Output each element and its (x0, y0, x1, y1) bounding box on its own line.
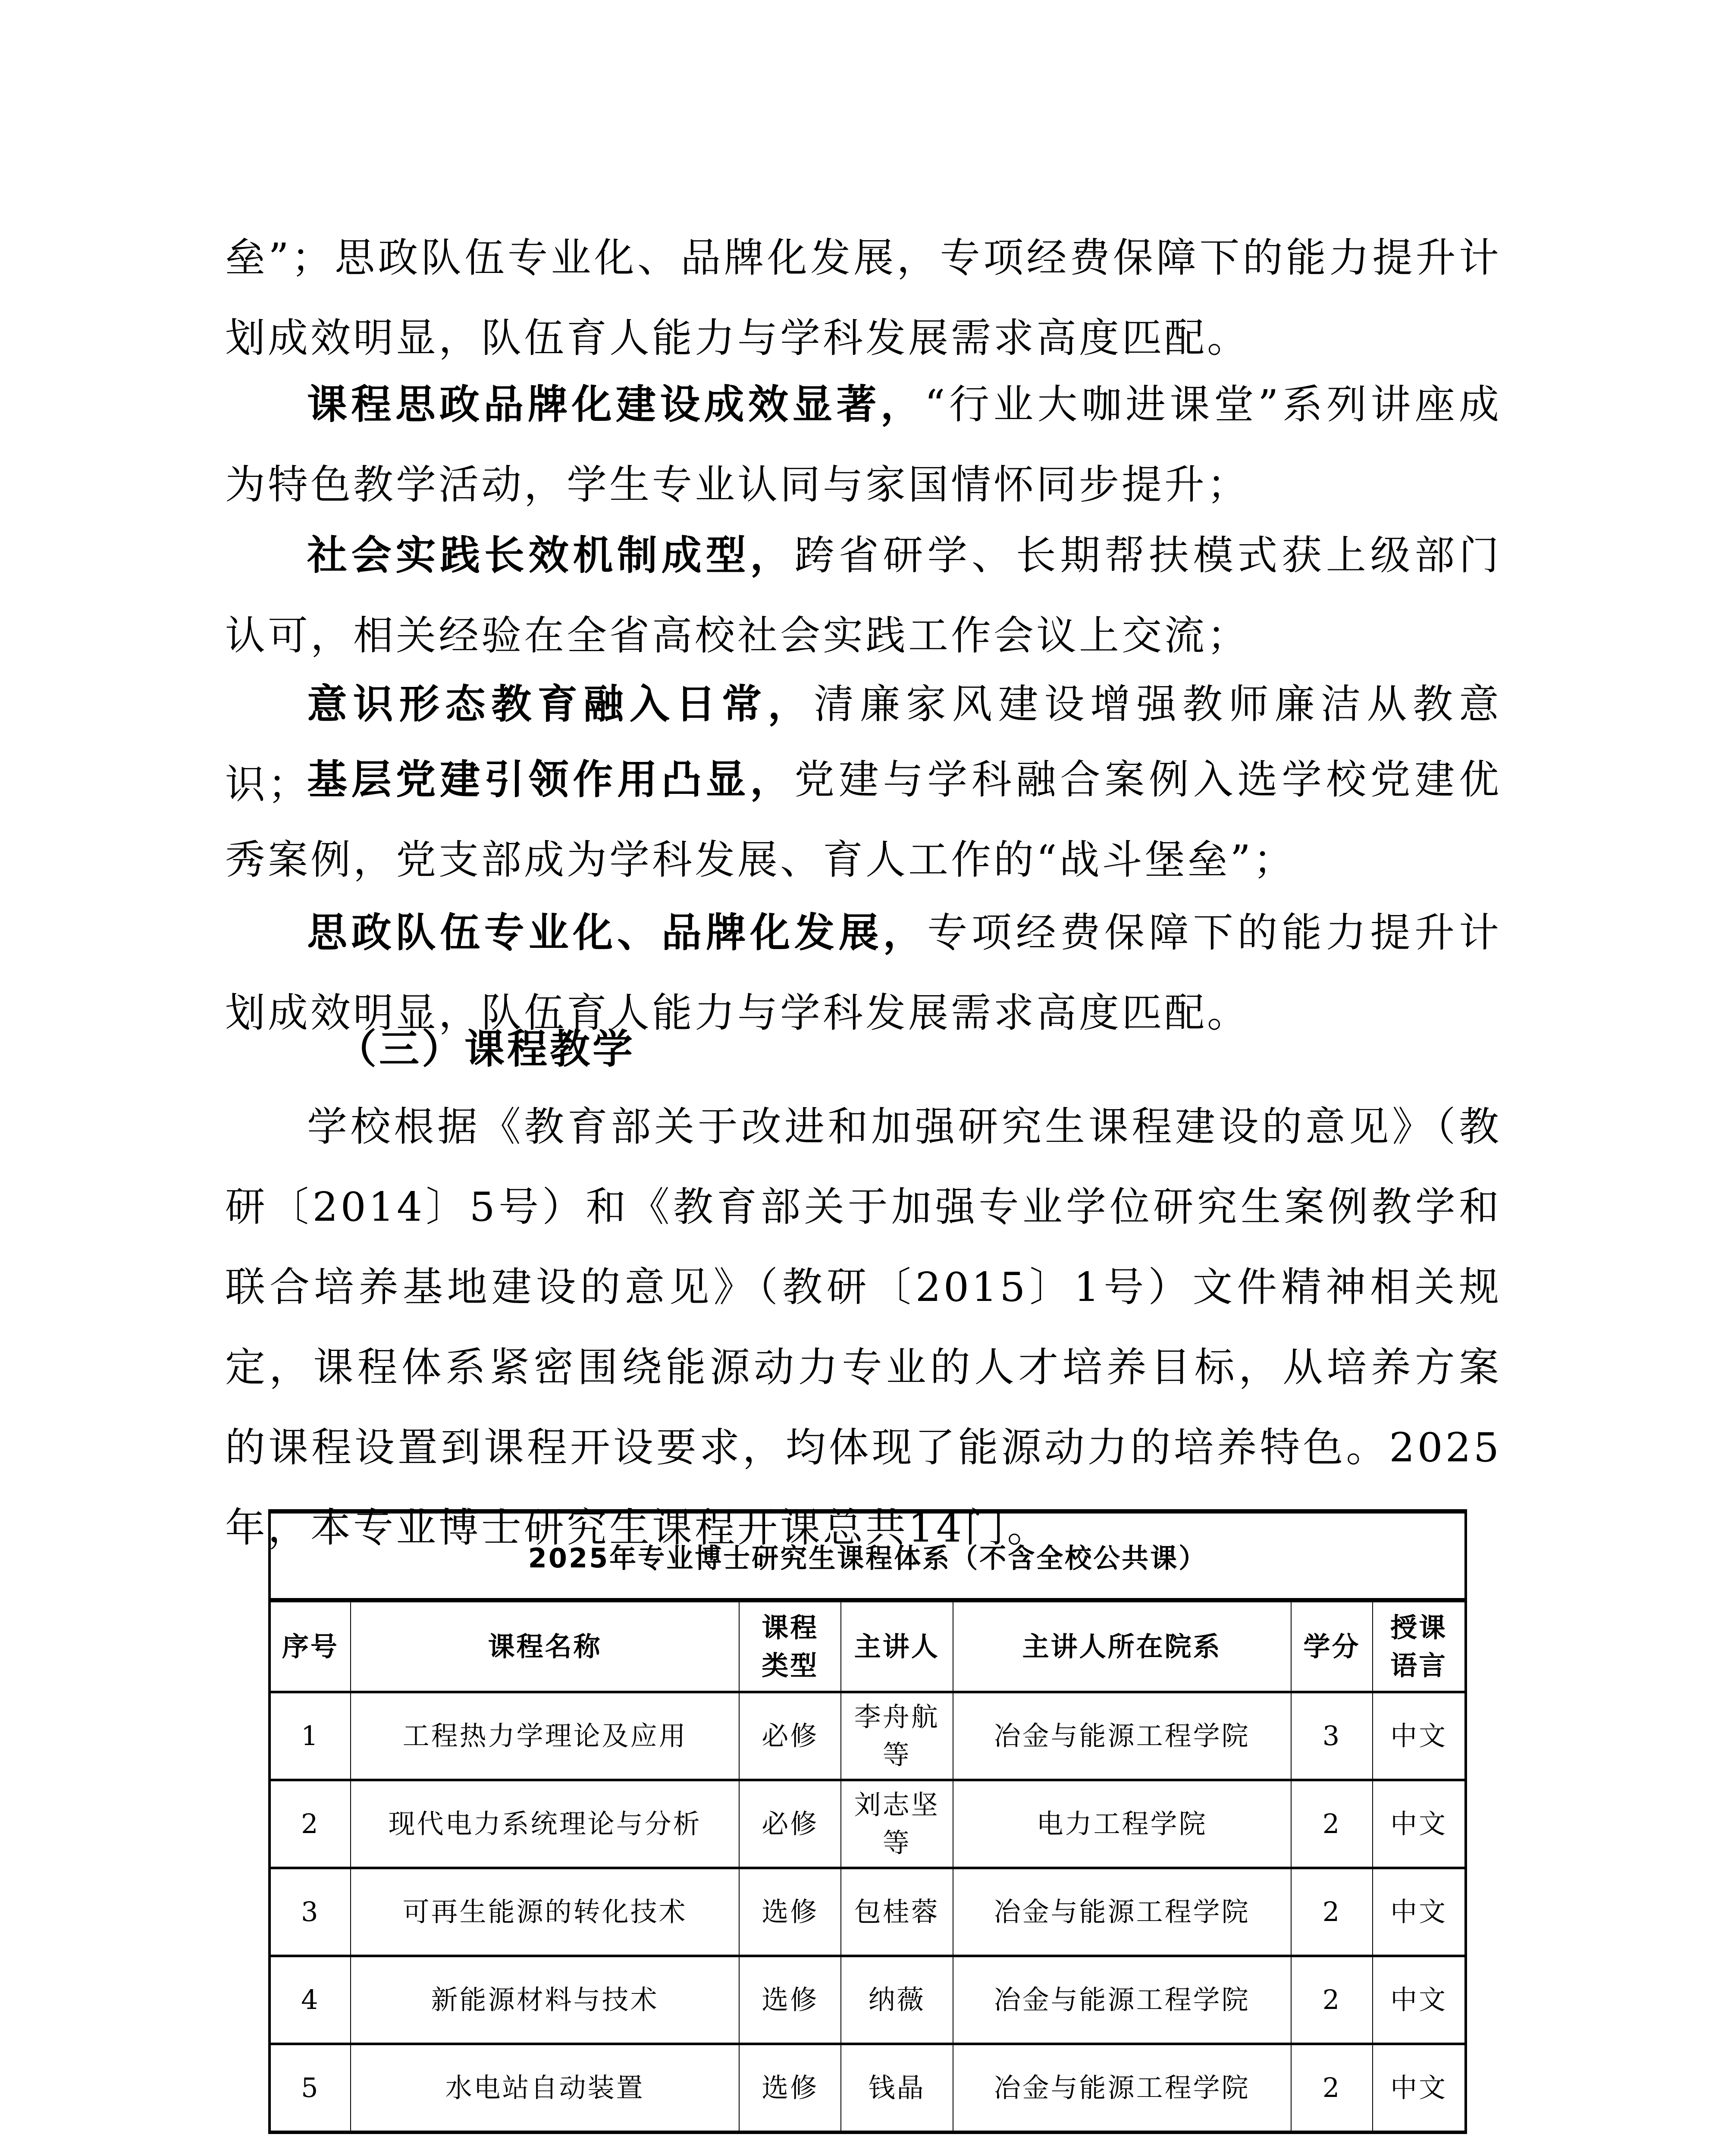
cell-course-name: 可再生能源的转化技术 (351, 1868, 740, 1956)
cell-credit: 3 (1291, 1692, 1373, 1780)
header-lecturer: 主讲人 (841, 1600, 953, 1692)
header-course-type-line2: 类型 (762, 1649, 819, 1681)
paragraph-lead: 社会实践长效机制成型， (307, 532, 795, 579)
table-row (270, 1868, 1466, 1956)
header-no: 序号 (270, 1600, 351, 1692)
cell-department: 冶金与能源工程学院 (953, 2044, 1291, 2132)
paragraph-course-ideology (225, 364, 1502, 525)
cell-no: 4 (270, 1956, 351, 2044)
cell-language: 中文 (1373, 2044, 1466, 2132)
cell-lecturer: 李舟航等 (841, 1692, 953, 1780)
paragraph-text: “行业大咖进课堂”系列讲座成为特色教学活动，学生专业认同与家国情怀同步提升； (225, 381, 1502, 508)
cell-department: 冶金与能源工程学院 (953, 1692, 1291, 1780)
header-department: 主讲人所在院系 (953, 1600, 1291, 1692)
paragraph-text: 党建与学科融合案例入选学校党建优秀案例，党支部成为学科发展、育人工作的“战斗堡垒”； (225, 756, 1502, 883)
cell-language: 中文 (1373, 1780, 1466, 1868)
table-row (270, 1956, 1466, 2044)
cell-credit: 2 (1291, 1780, 1373, 1868)
table-row (270, 1692, 1466, 1780)
paragraph-text: 清廉家风建设增强教师廉洁从教意识； (225, 681, 1502, 808)
cell-course-type: 选修 (739, 1956, 841, 2044)
cell-lecturer: 刘志坚等 (841, 1780, 953, 1868)
paragraph-text: 跨省研学、长期帮扶模式获上级部门认可，相关经验在全省高校社会实践工作会议上交流； (225, 532, 1502, 659)
cell-course-type: 必修 (739, 1780, 841, 1868)
cell-course-type: 必修 (739, 1692, 841, 1780)
cell-course-name: 水电站自动装置 (351, 2044, 740, 2132)
paragraph-social-practice (225, 515, 1502, 676)
paragraph-lead: 思政队伍专业化、品牌化发展， (307, 909, 928, 956)
cell-credit: 2 (1291, 1956, 1373, 2044)
cell-department: 冶金与能源工程学院 (953, 1868, 1291, 1956)
table-row (270, 2044, 1466, 2132)
header-course-type (739, 1600, 841, 1692)
header-language-line2: 语言 (1390, 1649, 1448, 1681)
cell-credit: 2 (1291, 2044, 1373, 2132)
cell-no: 3 (270, 1868, 351, 1956)
table-row (270, 1780, 1466, 1868)
paragraph-lead: 基层党建引领作用凸显， (307, 756, 795, 803)
paragraph-text: 专项经费保障下的能力提升计划成效明显，队伍育人能力与学科发展需求高度匹配。 (225, 909, 1502, 1036)
cell-no: 1 (270, 1692, 351, 1780)
table-caption: 2025年专业博士研究生课程体系（不含全校公共课） (270, 1511, 1466, 1600)
cell-lecturer: 包桂蓉 (841, 1868, 953, 1956)
cell-course-name: 新能源材料与技术 (351, 1956, 740, 2044)
cell-department: 电力工程学院 (953, 1780, 1291, 1868)
paragraph-text: 垒”；思政队伍专业化、品牌化发展，专项经费保障下的能力提升计划成效明显，队伍育人能力与学科发展需求高度匹配。 (225, 235, 1502, 361)
paragraph-lead: 课程思政品牌化建设成效显著， (307, 381, 925, 428)
course-table (268, 1509, 1467, 2134)
cell-course-name: 现代电力系统理论与分析 (351, 1780, 740, 1868)
header-course-type-line1: 课程 (762, 1611, 819, 1643)
cell-language: 中文 (1373, 1868, 1466, 1956)
section-heading: （三）课程教学 (336, 1026, 635, 1072)
cell-course-type: 选修 (739, 1868, 841, 1956)
header-course-name: 课程名称 (351, 1600, 740, 1692)
cell-language: 中文 (1373, 1692, 1466, 1780)
cell-language: 中文 (1373, 1956, 1466, 2044)
table-caption-row (270, 1511, 1466, 1600)
cell-lecturer: 纳薇 (841, 1956, 953, 2044)
paragraph-continued (225, 218, 1502, 378)
cell-department: 冶金与能源工程学院 (953, 1956, 1291, 2044)
section-body-paragraph: 学校根据《教育部关于改进和加强研究生课程建设的意见》（教研〔2014〕5号）和《教育部关于加强专业学位研究生案例教学和联合培养基地建设的意见》（教研〔2015〕1号）文件精神相关规定，课程体系紧密围绕能源动力专业的人才培养目标，从培养方案的课程设置到课程开设要求，均体现了能源动力的培养特色。2025年，本专业博士研究生课程开课总共14门。 (225, 1103, 1502, 1551)
cell-no: 2 (270, 1780, 351, 1868)
paragraph-lead: 意识形态教育融入日常， (307, 681, 814, 727)
header-language (1373, 1600, 1466, 1692)
cell-no: 5 (270, 2044, 351, 2132)
cell-credit: 2 (1291, 1868, 1373, 1956)
table-header-row (270, 1600, 1466, 1692)
paragraph-party-building (225, 740, 1502, 900)
header-credit: 学分 (1291, 1600, 1373, 1692)
cell-lecturer: 钱晶 (841, 2044, 953, 2132)
cell-course-name: 工程热力学理论及应用 (351, 1692, 740, 1780)
header-language-line1: 授课 (1390, 1611, 1448, 1643)
cell-course-type: 选修 (739, 2044, 841, 2132)
